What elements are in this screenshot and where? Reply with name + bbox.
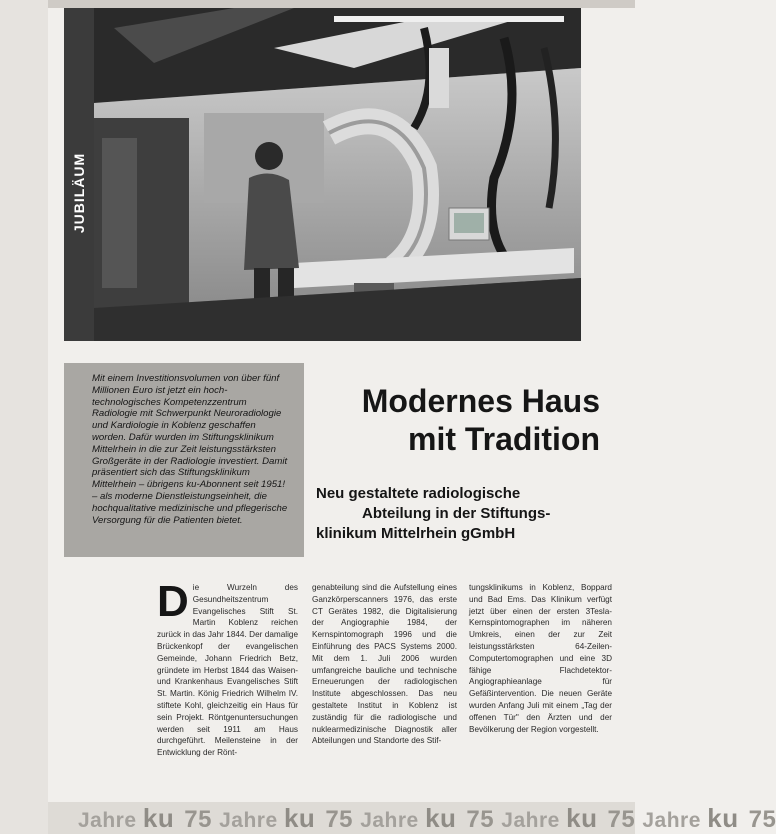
body-column-2 bbox=[312, 582, 457, 747]
body-text-col1: ie Wurzeln des Gesundheitszentrum Evangelisches Stift St. Martin Koblenz reichen zurück in das Jahr 1844. Der damalige Brückenkopf der evangelischen Gemeinde, Johann Friedrich Betz, gründete im Herbst 1844 das Waisen- und Krankenhaus Evangelisches Stift St. Martin. König Friedrich Wilhelm IV. stiftete Kohl, gleichzeitig ein Haus für sein Projekt. Röntgenuntersuchungen werden seit 1911 am Haus durchgeführt. Meilensteine in der Entwicklung der Rönt- bbox=[157, 583, 298, 758]
footer-number: 75 bbox=[607, 806, 643, 833]
subheadline-line-2: Abteilung in der Stiftungs- bbox=[362, 505, 551, 522]
footer-word: Jahre bbox=[219, 809, 284, 832]
body-column-1 bbox=[157, 577, 298, 759]
body-text-col3: tungsklinikums in Koblenz, Boppard und Bad Ems. Das Klinikum verfügt jetzt über einen der ersten 3Tesla-Kernspintomographen im näheren Umkreis, einen der zur Zeit leistungsstärksten 64-Zeilen-Computertomographen und eine 3D fähige Flachdetektor-Angiographieanlage für Gefäßintervention. Die neuen Geräte wurden Anfang Juli mit einem „Tag der offenen Tür" den Ärzten und der Bevölkerung der Region vorgestellt. bbox=[469, 583, 612, 734]
anniversary-footer bbox=[48, 802, 776, 834]
footer-word: Jahre bbox=[360, 809, 426, 832]
body-text-col2: genabteilung sind die Aufstellung eines Ganzkörperscanners 1976, das erste CT Gerätes 1982, die Digitalisierung der Angiographie 1984, der Kernspintomograph 1996 und die Einführung des PACS Systems 2000. Mit dem 1. Juli 2006 wurden umfangreiche bauliche und technische Erneuerungen der radiologischen Institute abgeschlossen. Das neu gestaltete Institut in Koblenz ist zuständig für die radiologische und nuklearmedizinische Diagnostik aller Abteilungen und Standorte des Stif- bbox=[312, 583, 457, 746]
article-headline bbox=[300, 382, 600, 458]
subheadline-line-3: klinikum Mittelrhein gGmbH bbox=[316, 525, 516, 542]
article-subheadline bbox=[316, 484, 601, 544]
section-sidebar bbox=[64, 8, 94, 341]
footer-brand: ku bbox=[142, 803, 175, 833]
subheadline-line-1: Neu gestaltete radiologische bbox=[316, 485, 521, 502]
footer-brand: ku bbox=[425, 803, 457, 833]
footer-word: Jahre bbox=[501, 809, 567, 832]
top-band bbox=[48, 0, 635, 8]
footer-brand: ku bbox=[283, 803, 316, 833]
footer-word: Jahre bbox=[78, 809, 143, 832]
footer-number: 75 bbox=[184, 806, 220, 833]
headline-line-1: Modernes Haus bbox=[361, 383, 600, 419]
headline-line-2: mit Tradition bbox=[408, 421, 600, 457]
footer-number: 75 bbox=[466, 806, 502, 833]
footer-word: Jahre bbox=[642, 809, 708, 832]
photo-caption: Mit einem Investitionsvolumen von über fünf Millionen Euro ist jetzt ein hoch-technologisches Kompetenzzentrum Radiologie mit Schwerpunkt Neuroradiologie und Kardiologie in Koblenz geschaffen worden. Dafür wurden im Stiftungsklinikum Mittelrhein in die zur Zeit leistungsstärksten Großgeräte in der Radiologie investiert. Damit präsentiert sich das Stiftungsklinikum Mittelrhein – übrigens ku-Abonnent seit 1951! – als moderne Dienstleistungseinheit, die hochqualitative medizinische und pflegerische Versorgung für die Patienten bietet. bbox=[92, 373, 288, 526]
footer-brand: ku bbox=[707, 803, 739, 833]
drop-cap: D bbox=[157, 577, 189, 626]
footer-number: 75 bbox=[325, 806, 361, 833]
body-column-3 bbox=[469, 582, 612, 735]
caption-box bbox=[64, 363, 304, 557]
section-label: JUBILÄUM bbox=[71, 152, 87, 234]
radiology-suite-photo bbox=[94, 8, 581, 341]
footer-repeat-text bbox=[78, 803, 776, 834]
footer-brand: ku bbox=[566, 803, 598, 833]
footer-number: 75 bbox=[748, 806, 776, 833]
page-left-margin bbox=[0, 0, 48, 834]
